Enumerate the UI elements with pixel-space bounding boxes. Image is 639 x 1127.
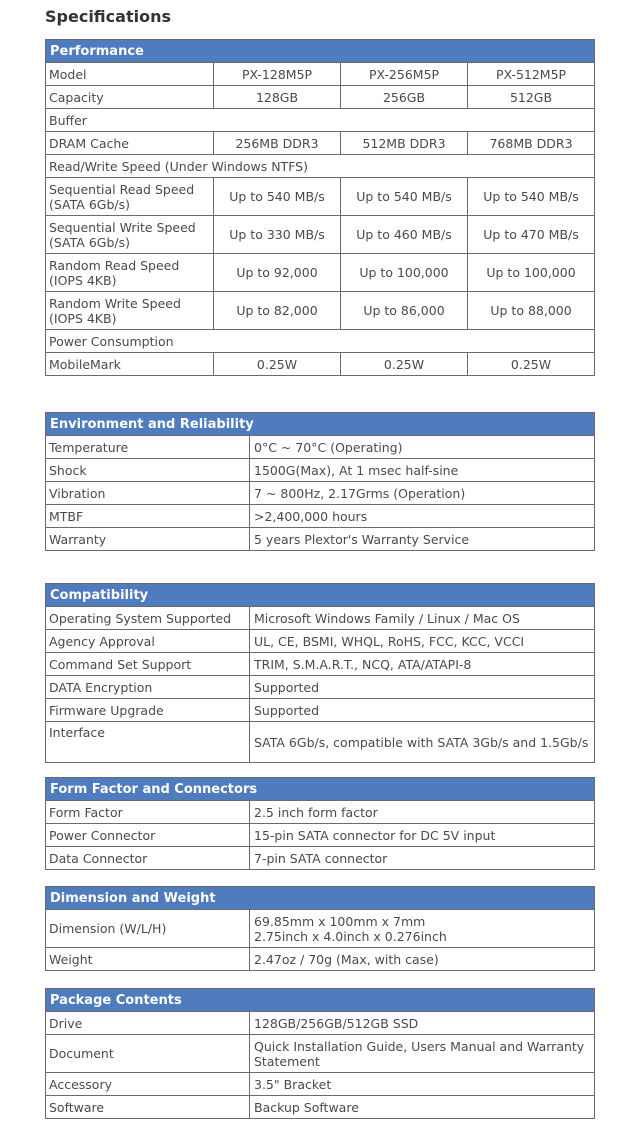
row-label: Random Read Speed (IOPS 4KB) [46,254,214,292]
section-header-environment: Environment and Reliability [46,413,595,436]
table-row [46,1012,595,1035]
page-title: Specifications [45,7,171,26]
cell-value: 0.25W [468,353,595,376]
dimension-metric: 69.85mm x 100mm x 7mm [254,913,426,929]
row-label: Sequential Write Speed (SATA 6Gb/s) [46,216,214,254]
row-label: Weight [46,948,250,971]
table-row [46,1035,595,1073]
row-label: Operating System Supported [46,607,250,630]
section-header-form-factor: Form Factor and Connectors [46,778,595,801]
subsection-label: Read/Write Speed (Under Windows NTFS) [46,155,595,178]
row-label: Data Connector [46,847,250,870]
row-label: Interface [46,722,250,763]
dimension-table [45,886,595,971]
cell-value: PX-128M5P [214,63,341,86]
row-label: Sequential Read Speed (SATA 6Gb/s) [46,178,214,216]
cell-value: Up to 82,000 [214,292,341,330]
cell-value: 512MB DDR3 [341,132,468,155]
cell-value: SATA 6Gb/s, compatible with SATA 3Gb/s and 1.5Gb/s [250,722,595,763]
table-row [46,86,595,109]
cell-value: 768MB DDR3 [468,132,595,155]
subsection-label: Power Consumption [46,330,595,353]
cell-value: PX-512M5P [468,63,595,86]
row-label: DATA Encryption [46,676,250,699]
row-label: MTBF [46,505,250,528]
cell-value: Up to 460 MB/s [341,216,468,254]
table-row [46,948,595,971]
table-row [46,353,595,376]
cell-value: 512GB [468,86,595,109]
table-row [46,109,595,132]
row-label: Agency Approval [46,630,250,653]
row-label: DRAM Cache [46,132,214,155]
cell-value: Supported [250,699,595,722]
row-label: Vibration [46,482,250,505]
cell-value: 128GB/256GB/512GB SSD [250,1012,595,1035]
cell-value: 15-pin SATA connector for DC 5V input [250,824,595,847]
table-row [46,910,595,948]
table-row [46,505,595,528]
table-row [46,459,595,482]
row-label: Firmware Upgrade [46,699,250,722]
table-row [46,801,595,824]
cell-value: 7 ~ 800Hz, 2.17Grms (Operation) [250,482,595,505]
cell-value: Backup Software [250,1096,595,1119]
table-row [46,330,595,353]
performance-table [45,39,595,376]
table-row [46,436,595,459]
table-row [46,216,595,254]
cell-value: Quick Installation Guide, Users Manual and Warranty Statement [250,1035,595,1073]
cell-value: Up to 100,000 [341,254,468,292]
table-row [46,824,595,847]
row-label: Random Write Speed (IOPS 4KB) [46,292,214,330]
cell-value: 3.5" Bracket [250,1073,595,1096]
section-header-performance: Performance [46,40,595,63]
cell-value: 256GB [341,86,468,109]
table-row [46,254,595,292]
cell-value: 256MB DDR3 [214,132,341,155]
table-row [46,132,595,155]
row-label: Dimension (W/L/H) [46,910,250,948]
subsection-label: Buffer [46,109,595,132]
cell-value: 5 years Plextor's Warranty Service [250,528,595,551]
table-row [46,63,595,86]
table-row [46,178,595,216]
cell-value: 0.25W [341,353,468,376]
table-row [46,676,595,699]
row-label: Temperature [46,436,250,459]
table-row [46,292,595,330]
cell-value: Up to 88,000 [468,292,595,330]
cell-value: Up to 92,000 [214,254,341,292]
cell-value: 1500G(Max), At 1 msec half-sine [250,459,595,482]
cell-value: 7-pin SATA connector [250,847,595,870]
table-row [46,607,595,630]
table-row [46,653,595,676]
row-label: Model [46,63,214,86]
table-row [46,482,595,505]
section-header-package: Package Contents [46,989,595,1012]
row-label: Capacity [46,86,214,109]
row-label: Software [46,1096,250,1119]
cell-value: Up to 100,000 [468,254,595,292]
cell-value: 128GB [214,86,341,109]
row-label: Power Connector [46,824,250,847]
table-row [46,1096,595,1119]
table-row [46,528,595,551]
cell-value: UL, CE, BSMI, WHQL, RoHS, FCC, KCC, VCCI [250,630,595,653]
compatibility-table [45,583,595,763]
table-row [46,630,595,653]
cell-value: >2,400,000 hours [250,505,595,528]
cell-value: 0.25W [214,353,341,376]
row-label: Shock [46,459,250,482]
cell-value: Up to 540 MB/s [214,178,341,216]
cell-value: Up to 86,000 [341,292,468,330]
cell-value: 0°C ~ 70°C (Operating) [250,436,595,459]
table-row [46,1073,595,1096]
cell-value: Up to 470 MB/s [468,216,595,254]
table-row [46,155,595,178]
cell-value: Up to 540 MB/s [341,178,468,216]
cell-value: PX-256M5P [341,63,468,86]
section-header-dimension: Dimension and Weight [46,887,595,910]
dimension-imperial: 2.75inch x 4.0inch x 0.276inch [254,928,447,944]
cell-value: Supported [250,676,595,699]
table-row [46,722,595,763]
row-label: Command Set Support [46,653,250,676]
cell-value: Up to 540 MB/s [468,178,595,216]
row-label: Document [46,1035,250,1073]
cell-value: 2.5 inch form factor [250,801,595,824]
cell-value: Microsoft Windows Family / Linux / Mac OS [250,607,595,630]
table-row [46,847,595,870]
cell-value: TRIM, S.M.A.R.T., NCQ, ATA/ATAPI-8 [250,653,595,676]
table-row [46,699,595,722]
row-label: MobileMark [46,353,214,376]
row-label: Accessory [46,1073,250,1096]
row-label: Drive [46,1012,250,1035]
row-label: Warranty [46,528,250,551]
package-table [45,988,595,1119]
form-factor-table [45,777,595,870]
cell-value: 2.47oz / 70g (Max, with case) [250,948,595,971]
cell-value [250,910,595,948]
cell-value: Up to 330 MB/s [214,216,341,254]
environment-table [45,412,595,551]
row-label: Form Factor [46,801,250,824]
section-header-compatibility: Compatibility [46,584,595,607]
